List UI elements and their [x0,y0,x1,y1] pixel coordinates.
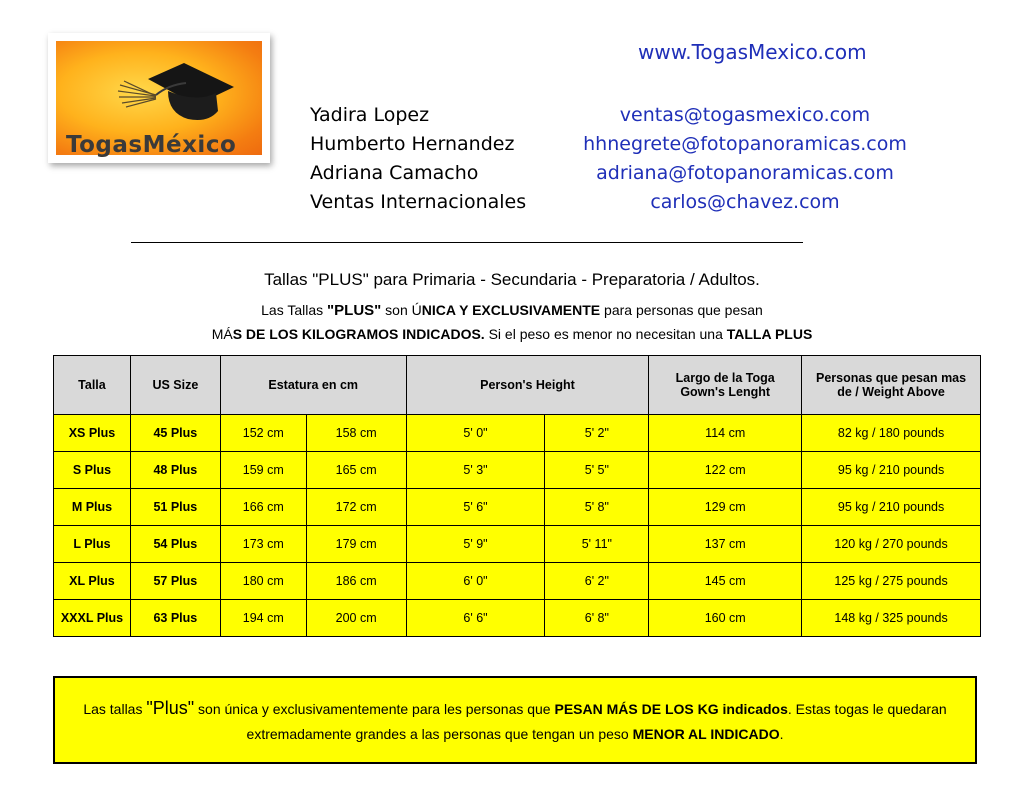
cell-talla: L Plus [54,526,131,563]
column-header-peso [802,356,981,415]
cell-ft-min: 6' 0" [406,563,545,600]
column-header-largo [649,356,802,415]
intro-plus-label: "PLUS" [327,302,382,319]
togas-mexico-logo [48,33,270,163]
website-link[interactable]: www.TogasMexico.com [638,40,867,64]
cell-cm-min: 152 cm [220,415,306,452]
note-text: son única y exclusivamentemente para les personas que [194,701,555,717]
intro-line-1 [0,302,1024,319]
table-row [54,526,981,563]
plus-size-note [53,676,977,764]
cell-peso: 82 kg / 180 pounds [802,415,981,452]
table-row [54,415,981,452]
cell-ft-min: 5' 6" [406,489,545,526]
intro-text: MÁ [211,326,233,342]
cell-largo: 122 cm [649,452,802,489]
cell-cm-min: 173 cm [220,526,306,563]
intro-emphasis: TALLA PLUS [726,326,813,342]
cell-us-size: 63 Plus [130,600,220,637]
intro-text: son Ú [381,302,422,318]
contact-name: Yadira Lopez [310,104,430,126]
contact-email-link[interactable]: adriana@fotopanoramicas.com [596,162,894,184]
cell-us-size: 48 Plus [130,452,220,489]
cell-cm-min: 180 cm [220,563,306,600]
contact-email-link[interactable]: carlos@chavez.com [650,191,840,213]
cell-cm-min: 159 cm [220,452,306,489]
cell-us-size: 45 Plus [130,415,220,452]
contact-name: Humberto Hernandez [310,133,515,155]
note-text: . Estas togas le quedaran extremadamente grandes a las personas que tengan un peso [246,701,947,742]
cell-ft-max: 5' 11" [545,526,649,563]
header-line: Largo de la Toga [675,371,775,385]
cell-ft-max: 6' 8" [545,600,649,637]
cell-cm-max: 165 cm [306,452,406,489]
column-header-height: Person's Height [406,356,649,415]
page-title: Tallas "PLUS" para Primaria - Secundaria - Preparatoria / Adultos. [264,270,760,289]
intro-text: Si el peso es menor no necesitan una [484,326,727,342]
cell-talla: XXXL Plus [54,600,131,637]
cell-cm-min: 166 cm [220,489,306,526]
note-emphasis: MENOR AL INDICADO [632,726,780,742]
cell-largo: 129 cm [649,489,802,526]
cell-ft-max: 6' 2" [545,563,649,600]
logo-text: TogasMéxico [66,132,237,158]
note-text: . [779,726,784,742]
intro-text: Las Tallas [261,302,328,318]
cell-us-size: 51 Plus [130,489,220,526]
table-row [54,600,981,637]
contact-email-link[interactable]: hhnegrete@fotopanoramicas.com [583,133,907,155]
header-line: Personas que pesan mas [816,371,967,385]
header-line: de / Weight Above [837,385,945,399]
cell-cm-max: 172 cm [306,489,406,526]
cell-us-size: 54 Plus [130,526,220,563]
cell-cm-max: 158 cm [306,415,406,452]
cell-largo: 160 cm [649,600,802,637]
column-header-estatura: Estatura en cm [220,356,406,415]
contact-name: Ventas Internacionales [310,191,527,213]
cell-ft-min: 5' 3" [406,452,545,489]
cell-talla: XS Plus [54,415,131,452]
cell-talla: M Plus [54,489,131,526]
cell-cm-max: 200 cm [306,600,406,637]
logo-background [56,41,262,158]
intro-line-2 [0,326,1024,342]
cell-peso: 125 kg / 275 pounds [802,563,981,600]
intro-emphasis: NICA Y EXCLUSIVAMENTE [421,302,601,318]
cell-peso: 95 kg / 210 pounds [802,452,981,489]
header-line: Gown's Lenght [680,385,771,399]
table-row [54,452,981,489]
cell-cm-min: 194 cm [220,600,306,637]
table-row [54,489,981,526]
cell-cm-max: 179 cm [306,526,406,563]
column-header-us-size: US Size [130,356,220,415]
table-row [54,563,981,600]
contact-email-link[interactable]: ventas@togasmexico.com [619,104,871,126]
note-emphasis: PESAN MÁS DE LOS KG indicados [554,701,788,717]
cell-ft-min: 5' 0" [406,415,545,452]
cell-talla: S Plus [54,452,131,489]
cell-peso: 95 kg / 210 pounds [802,489,981,526]
cell-ft-max: 5' 8" [545,489,649,526]
size-table [53,355,981,637]
cell-cm-max: 186 cm [306,563,406,600]
cell-largo: 137 cm [649,526,802,563]
horizontal-divider [131,242,803,243]
table-header-row [54,356,981,415]
cell-peso: 120 kg / 270 pounds [802,526,981,563]
cell-ft-min: 6' 6" [406,600,545,637]
intro-emphasis: S DE LOS KILOGRAMOS INDICADOS. [232,326,485,342]
note-text: Las tallas [83,701,147,717]
column-header-talla: Talla [54,356,131,415]
cell-talla: XL Plus [54,563,131,600]
cell-ft-min: 5' 9" [406,526,545,563]
note-plus-label: "Plus" [146,698,195,718]
contact-name: Adriana Camacho [310,162,479,184]
cell-peso: 148 kg / 325 pounds [802,600,981,637]
cell-ft-max: 5' 5" [545,452,649,489]
cell-us-size: 57 Plus [130,563,220,600]
cell-ft-max: 5' 2" [545,415,649,452]
intro-text: para personas que pesan [600,302,763,318]
cell-largo: 114 cm [649,415,802,452]
cell-largo: 145 cm [649,563,802,600]
